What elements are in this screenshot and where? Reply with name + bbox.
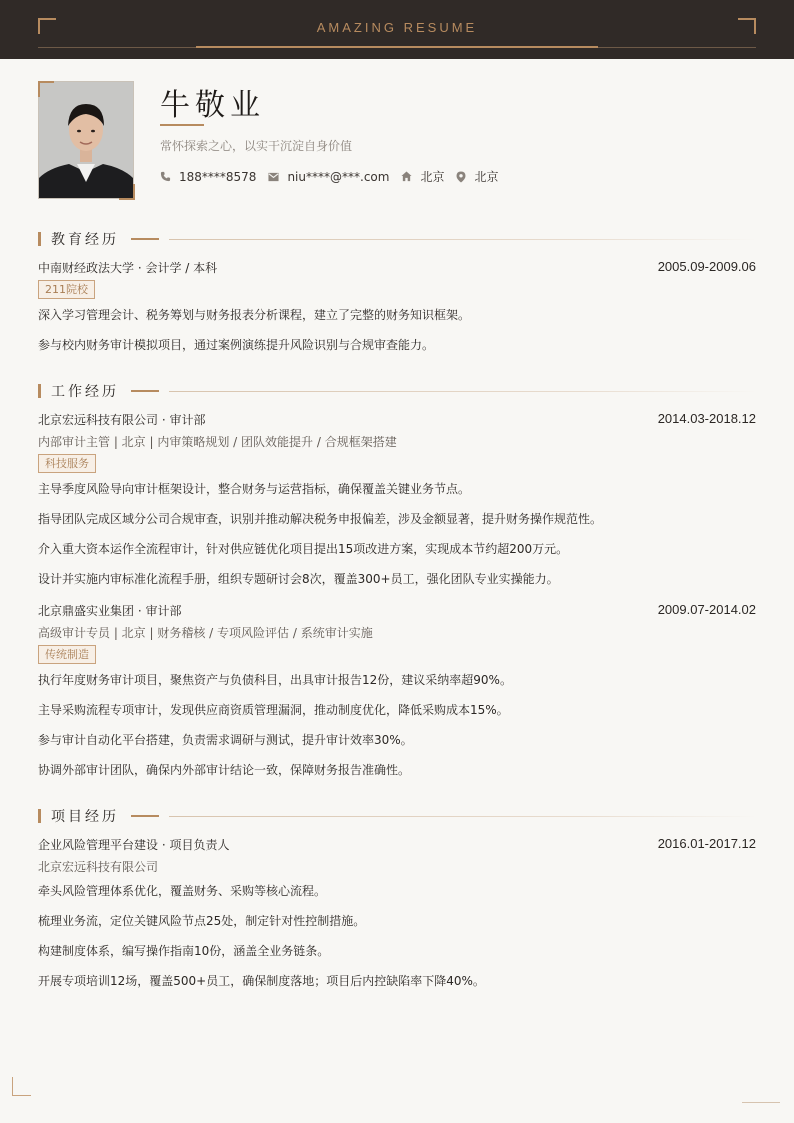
- location-text: 北京: [420, 170, 445, 184]
- section-title: 项目经历: [51, 809, 119, 825]
- education-date: 2005.09-2009.06: [657, 259, 756, 274]
- project-name: 企业风险管理平台建设 · 项目负责人: [38, 838, 230, 852]
- section-marker: [38, 384, 41, 398]
- section-rule: [169, 239, 756, 240]
- job-date: 2009.07-2014.02: [657, 602, 756, 617]
- contact-phone: [160, 170, 256, 184]
- tagline: 常怀探索之心，以实干沉淀自身价值: [160, 139, 353, 153]
- section-accent-line: [131, 815, 159, 817]
- job-bullet: 主导季度风险导向审计框架设计，整合财务与运营指标，确保覆盖关键业务节点。: [38, 482, 471, 496]
- header-title: AMAZING RESUME: [316, 20, 478, 35]
- job-entry-header: [38, 602, 756, 619]
- contact-city: [456, 168, 498, 185]
- project-bullet: 梳理业务流，定位关键风险节点25处，制定针对性控制措施。: [38, 914, 366, 928]
- project-entry-header: [38, 836, 756, 853]
- section-title: 工作经历: [51, 384, 119, 400]
- section-rule: [169, 391, 756, 392]
- city-text: 北京: [474, 170, 499, 184]
- avatar: [38, 81, 134, 199]
- footer-line-ornament: [742, 1102, 780, 1103]
- mail-icon: [268, 172, 279, 182]
- job-entry-header: [38, 411, 756, 428]
- job-bullet: 指导团队完成区域分公司合规审查，识别并推动解决税务申报偏差，涉及金额显著，提升财务操作规范性。: [38, 512, 603, 526]
- contact-location: [401, 168, 444, 185]
- section-header-projects: [38, 808, 756, 824]
- candidate-name: 牛敬业: [160, 88, 265, 123]
- section-title: 教育经历: [51, 232, 119, 248]
- section-rule: [169, 816, 756, 817]
- project-bullet: 牵头风险管理体系优化，覆盖财务、采购等核心流程。: [38, 884, 327, 898]
- school-tag: 211院校: [38, 280, 95, 299]
- photo-corner-bottom-right: [119, 184, 135, 200]
- education-bullet: 深入学习管理会计、税务筹划与财务报表分析课程，建立了完整的财务知识框架。: [38, 308, 471, 322]
- job-bullet: 协调外部审计团队，确保内外部审计结论一致，保障财务报告准确性。: [38, 763, 411, 777]
- phone-icon: [160, 171, 171, 182]
- project-company: 北京宏远科技有限公司: [38, 860, 159, 874]
- job-bullet: 主导采购流程专项审计，发现供应商资质管理漏洞，推动制度优化，降低采购成本15%。: [38, 703, 509, 717]
- header-band: [0, 0, 794, 59]
- job-bullet: 执行年度财务审计项目，聚焦资产与负债科目，出具审计报告12份，建议采纳率超90%。: [38, 673, 512, 687]
- home-icon: [401, 171, 412, 182]
- section-accent-line: [131, 238, 159, 240]
- photo-corner-top-left: [38, 81, 54, 97]
- contact-row: [160, 168, 510, 185]
- job-subtitle: 高级审计专员 | 北京 | 财务稽核 / 专项风险评估 / 系统审计实施: [38, 626, 373, 640]
- header-divider-accent: [196, 46, 598, 48]
- email-text: niu****@***.com: [287, 169, 390, 184]
- industry-tag: 传统制造: [38, 645, 96, 664]
- section-header-work: [38, 383, 756, 399]
- job-subtitle: 内部审计主管 | 北京 | 内审策略规划 / 团队效能提升 / 合规框架搭建: [38, 435, 397, 449]
- education-entry-header: [38, 259, 756, 276]
- job-company: 北京鼎盛实业集团 · 审计部: [38, 604, 182, 618]
- contact-email: [268, 170, 389, 184]
- section-marker: [38, 232, 41, 246]
- school-name: 中南财经政法大学 · 会计学 / 本科: [38, 261, 218, 275]
- location-pin-icon: [456, 171, 466, 183]
- project-date: 2016.01-2017.12: [657, 836, 756, 851]
- section-accent-line: [131, 390, 159, 392]
- section-marker: [38, 809, 41, 823]
- name-underline: [160, 124, 204, 126]
- project-bullet: 构建制度体系，编写操作指南10份，涵盖全业务链条。: [38, 944, 330, 958]
- job-date: 2014.03-2018.12: [657, 411, 756, 426]
- job-bullet: 设计并实施内审标准化流程手册，组织专题研讨会8次，覆盖300+员工，强化团队专业实操能力。: [38, 572, 559, 586]
- project-bullet: 开展专项培训12场，覆盖500+员工，确保制度落地；项目后内控缺陷率下降40%。: [38, 974, 485, 988]
- job-bullet: 参与审计自动化平台搭建，负责需求调研与测试，提升审计效率30%。: [38, 733, 413, 747]
- industry-tag: 科技服务: [38, 454, 96, 473]
- section-header-education: [38, 231, 756, 247]
- footer-corner-ornament: [12, 1077, 31, 1096]
- job-company: 北京宏远科技有限公司 · 审计部: [38, 413, 206, 427]
- job-bullet: 介入重大资本运作全流程审计，针对供应链优化项目提出15项改进方案，实现成本节约超200万元。: [38, 542, 569, 556]
- education-bullet: 参与校内财务审计模拟项目，通过案例演练提升风险识别与合规审查能力。: [38, 338, 435, 352]
- phone-text: 188****8578: [179, 169, 257, 184]
